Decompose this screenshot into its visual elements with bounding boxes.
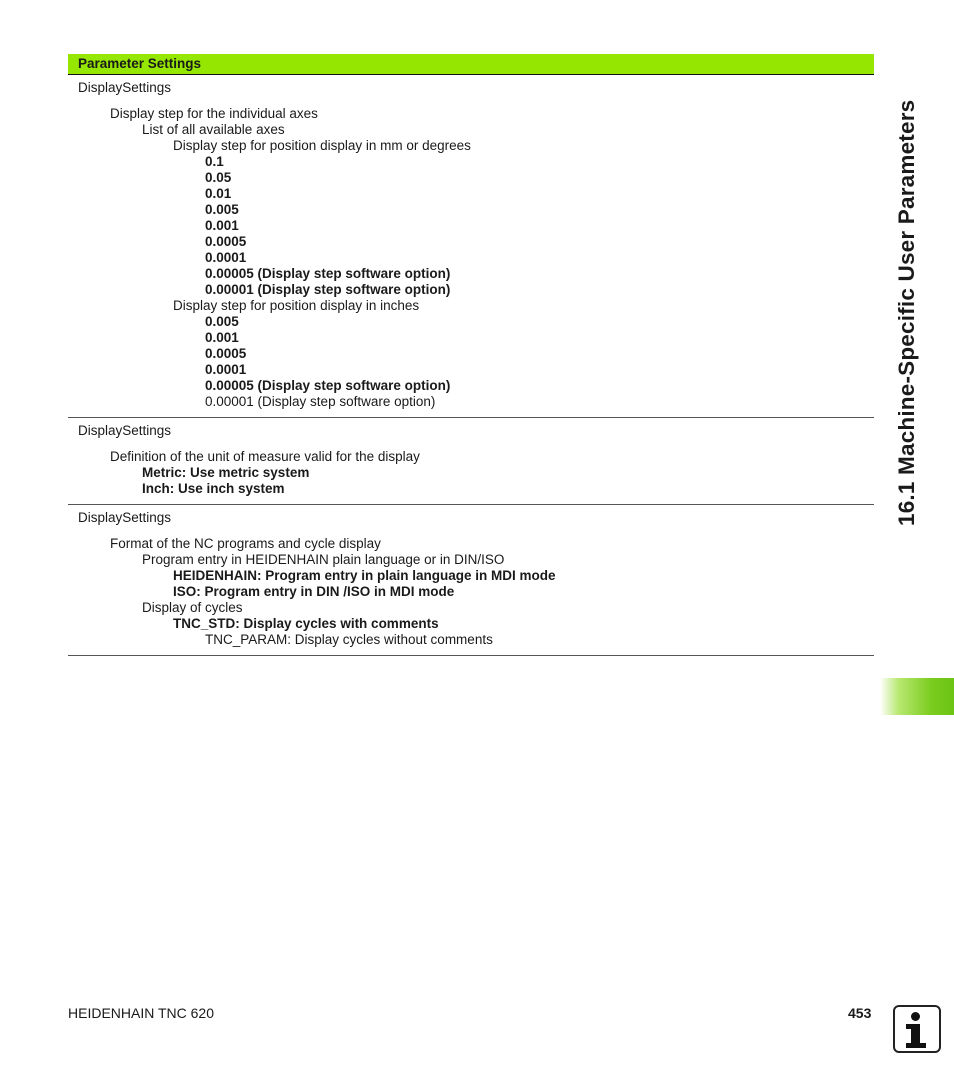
parameter-line: ISO: Program entry in DIN /ISO in MDI mode [173,584,455,599]
footer-product: HEIDENHAIN TNC 620 [68,1005,215,1021]
parameter-name: DisplaySettings [78,423,172,438]
parameter-section [68,75,874,418]
chapter-title: 16.1 Machine-Specific User Parameters [894,99,919,526]
parameter-line: Metric: Use metric system [142,465,310,480]
parameter-line: 0.01 [205,186,232,201]
parameter-line: TNC_STD: Display cycles with comments [173,616,439,631]
parameter-table [68,54,874,656]
parameter-line: Display step for the individual axes [110,106,318,121]
parameter-name: DisplaySettings [78,80,172,95]
parameter-line: 0.00005 (Display step software option) [205,378,451,393]
parameter-line: 0.001 [205,218,239,233]
parameter-line: 0.0001 [205,362,247,377]
parameter-line: 0.0001 [205,250,247,265]
table-header: Parameter Settings [68,54,874,75]
parameter-line: Program entry in HEIDENHAIN plain language or in DIN/ISO [142,552,505,567]
parameter-line: 0.00001 (Display step software option) [205,282,451,297]
parameter-line: 0.005 [205,202,239,217]
parameter-line: 0.00001 (Display step software option) [205,394,436,409]
info-icon [893,1005,941,1053]
parameter-line: Display step for position display in inches [173,298,420,313]
parameter-line: Format of the NC programs and cycle display [110,536,381,551]
parameter-section [68,505,874,656]
parameter-line: Inch: Use inch system [142,481,285,496]
parameter-line: Display of cycles [142,600,243,615]
parameter-section [68,418,874,505]
parameter-line: Display step for position display in mm or degrees [173,138,471,153]
parameter-line: 0.00005 (Display step software option) [205,266,451,281]
parameter-line: 0.0005 [205,346,247,361]
chapter-tab [880,678,954,715]
parameter-line: 0.05 [205,170,232,185]
parameter-line: List of all available axes [142,122,285,137]
parameter-line: HEIDENHAIN: Program entry in plain language in MDI mode [173,568,556,583]
parameter-line: 0.0005 [205,234,247,249]
parameter-line: 0.005 [205,314,239,329]
parameter-line: 0.001 [205,330,239,345]
table-body [68,75,874,656]
parameter-name: DisplaySettings [78,510,172,525]
parameter-line: TNC_PARAM: Display cycles without comments [205,632,493,647]
page-number: 453 [848,1005,872,1021]
parameter-line: Definition of the unit of measure valid for the display [110,449,420,464]
parameter-line: 0.1 [205,154,224,169]
